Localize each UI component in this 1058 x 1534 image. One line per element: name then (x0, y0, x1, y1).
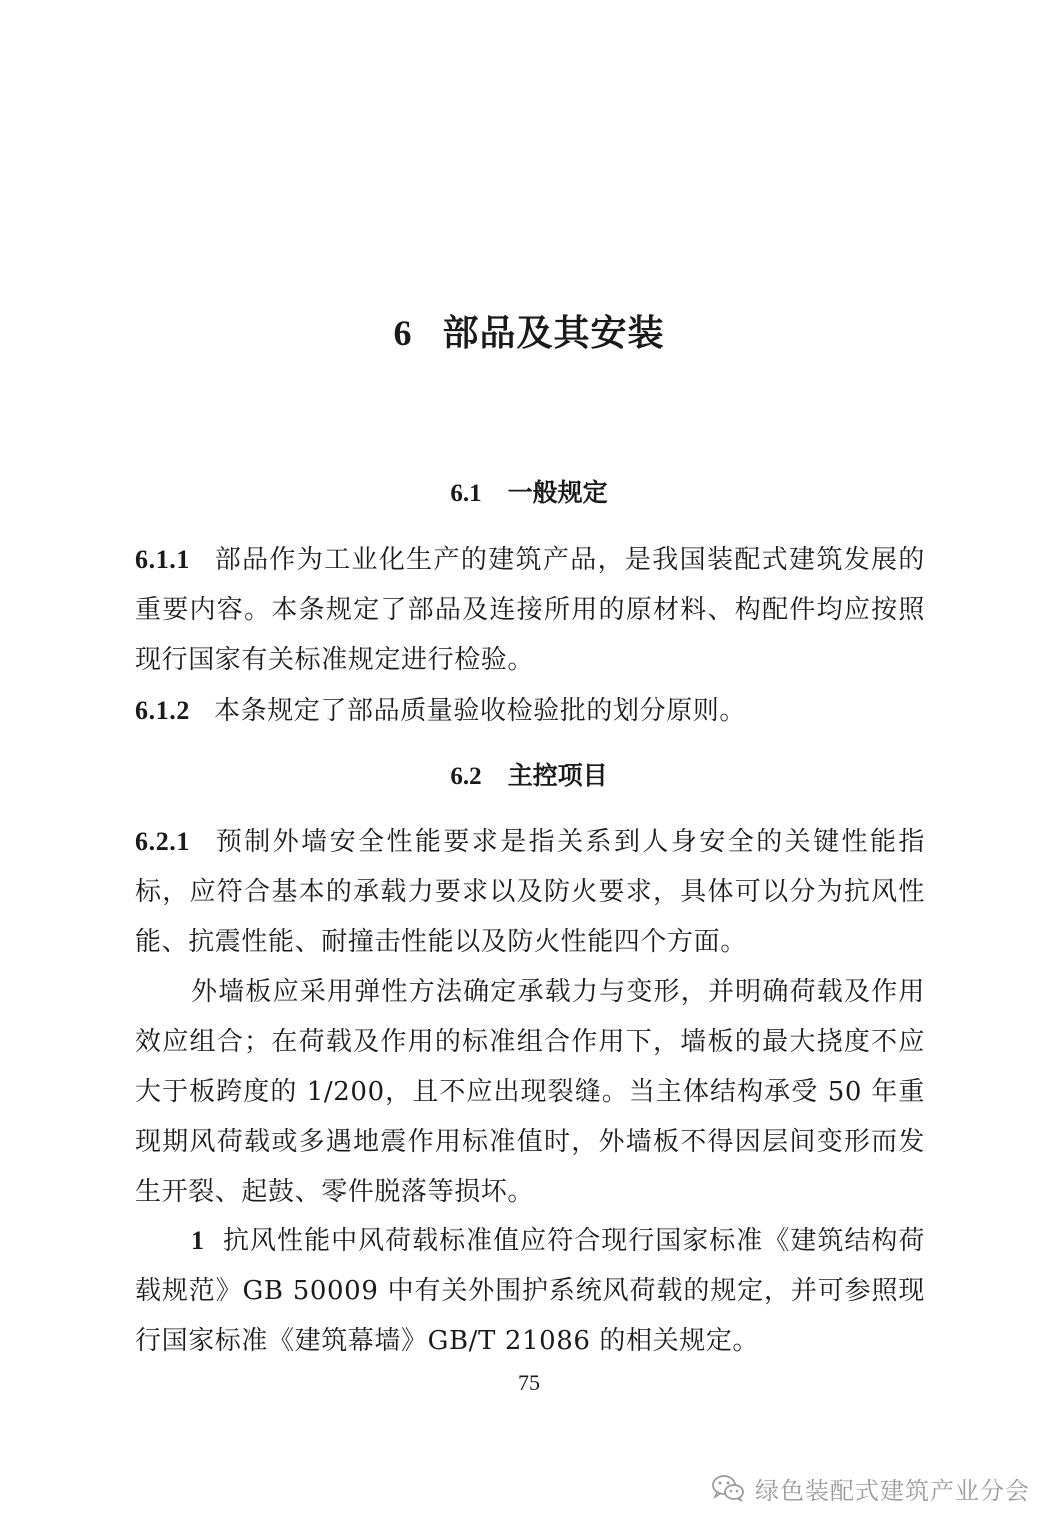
clause-number: 6.1.2 (135, 696, 190, 725)
clause-number: 6.1.1 (135, 545, 190, 574)
clause-number: 6.2.1 (135, 827, 190, 856)
chapter-title (0, 308, 1058, 359)
item-text: 抗风性能中风荷载标准值应符合现行国家标准《建筑结构荷载规范》GB 50009 中有关外围护系统风荷载的规定，并可参照现行国家标准《建筑幕墙》GB/T 21086 的相关规定。 (135, 1226, 925, 1356)
paragraph-text: 外墙板应采用弹性方法确定承载力与变形，并明确荷载及作用效应组合；在荷载及作用的标准组合作用下，墙板的最大挠度不应大于板跨度的 1/200，且不应出现裂缝。当主体结构承受 50 年重现期风荷载或多遇地震作用标准值时，外墙板不得因层间变形而发生开裂、起鼓、零件脱落等损坏。 (135, 977, 925, 1207)
clause-text: 本条规定了部品质量验收检验批的划分原则。 (214, 696, 747, 726)
clause-6-1-1 (135, 535, 925, 685)
clause-6-2-1-item-1 (135, 1216, 925, 1366)
section-title-text: 一般规定 (507, 478, 608, 507)
clause-6-2-1 (135, 817, 925, 967)
section-title-text: 主控项目 (507, 761, 608, 790)
wechat-icon (711, 1473, 745, 1503)
chapter-title-text: 部品及其安装 (442, 313, 665, 354)
clause-text: 部品作为工业化生产的建筑产品，是我国装配式建筑发展的重要内容。本条规定了部品及连接所用的原材料、构配件均应按照现行国家有关标准规定进行检验。 (135, 545, 925, 675)
section-number: 6.2 (450, 763, 482, 790)
section-title-6-1 (0, 475, 1058, 512)
section-number: 6.1 (450, 480, 482, 507)
watermark-text: 绿色装配式建筑产业分会 (755, 1476, 1030, 1505)
watermark (711, 1468, 1030, 1508)
section-title-6-2 (0, 758, 1058, 795)
clause-6-1-2 (135, 686, 925, 736)
page-number: 75 (518, 1370, 540, 1395)
clause-6-2-1-paragraph-2 (135, 967, 925, 1217)
item-number: 1 (191, 1226, 205, 1255)
chapter-number: 6 (393, 313, 413, 353)
clause-text: 预制外墙安全性能要求是指关系到人身安全的关键性能指标，应符合基本的承载力要求以及防火要求，具体可以分为抗风性能、抗震性能、耐撞击性能以及防火性能四个方面。 (135, 827, 925, 957)
